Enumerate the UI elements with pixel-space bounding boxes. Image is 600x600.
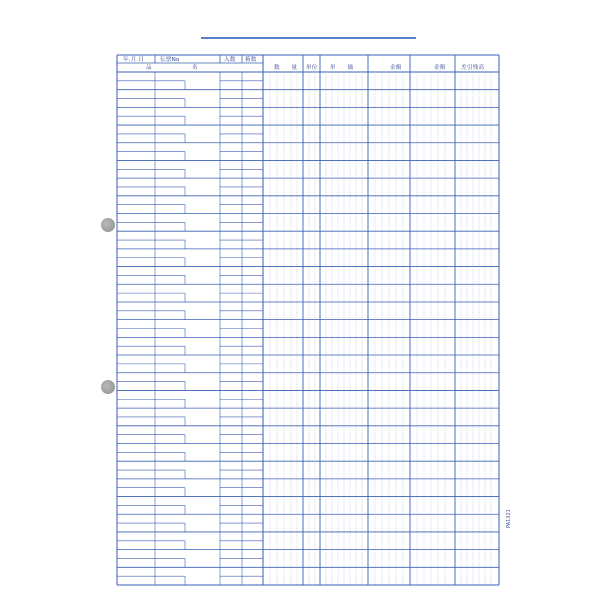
header-unit-price: 単 価 <box>330 65 354 71</box>
header-unit: 単位 <box>306 65 318 71</box>
header-slip-no: 伝票No <box>160 57 180 63</box>
header-amount-1: 金額 <box>390 65 402 71</box>
header-amount-2: 金額 <box>434 65 446 71</box>
header-product-name-1: 品 <box>146 65 152 71</box>
header-date: 年.月.日 <box>123 57 145 63</box>
header-pieces: 入数 <box>224 57 236 63</box>
header-product-name-2: 名 <box>192 65 198 71</box>
header-balance: 差引残高 <box>461 65 485 71</box>
header-quantity: 数 量 <box>274 65 298 71</box>
form-code: PA1321 <box>506 509 512 528</box>
header-boxes: 箱数 <box>245 57 257 63</box>
